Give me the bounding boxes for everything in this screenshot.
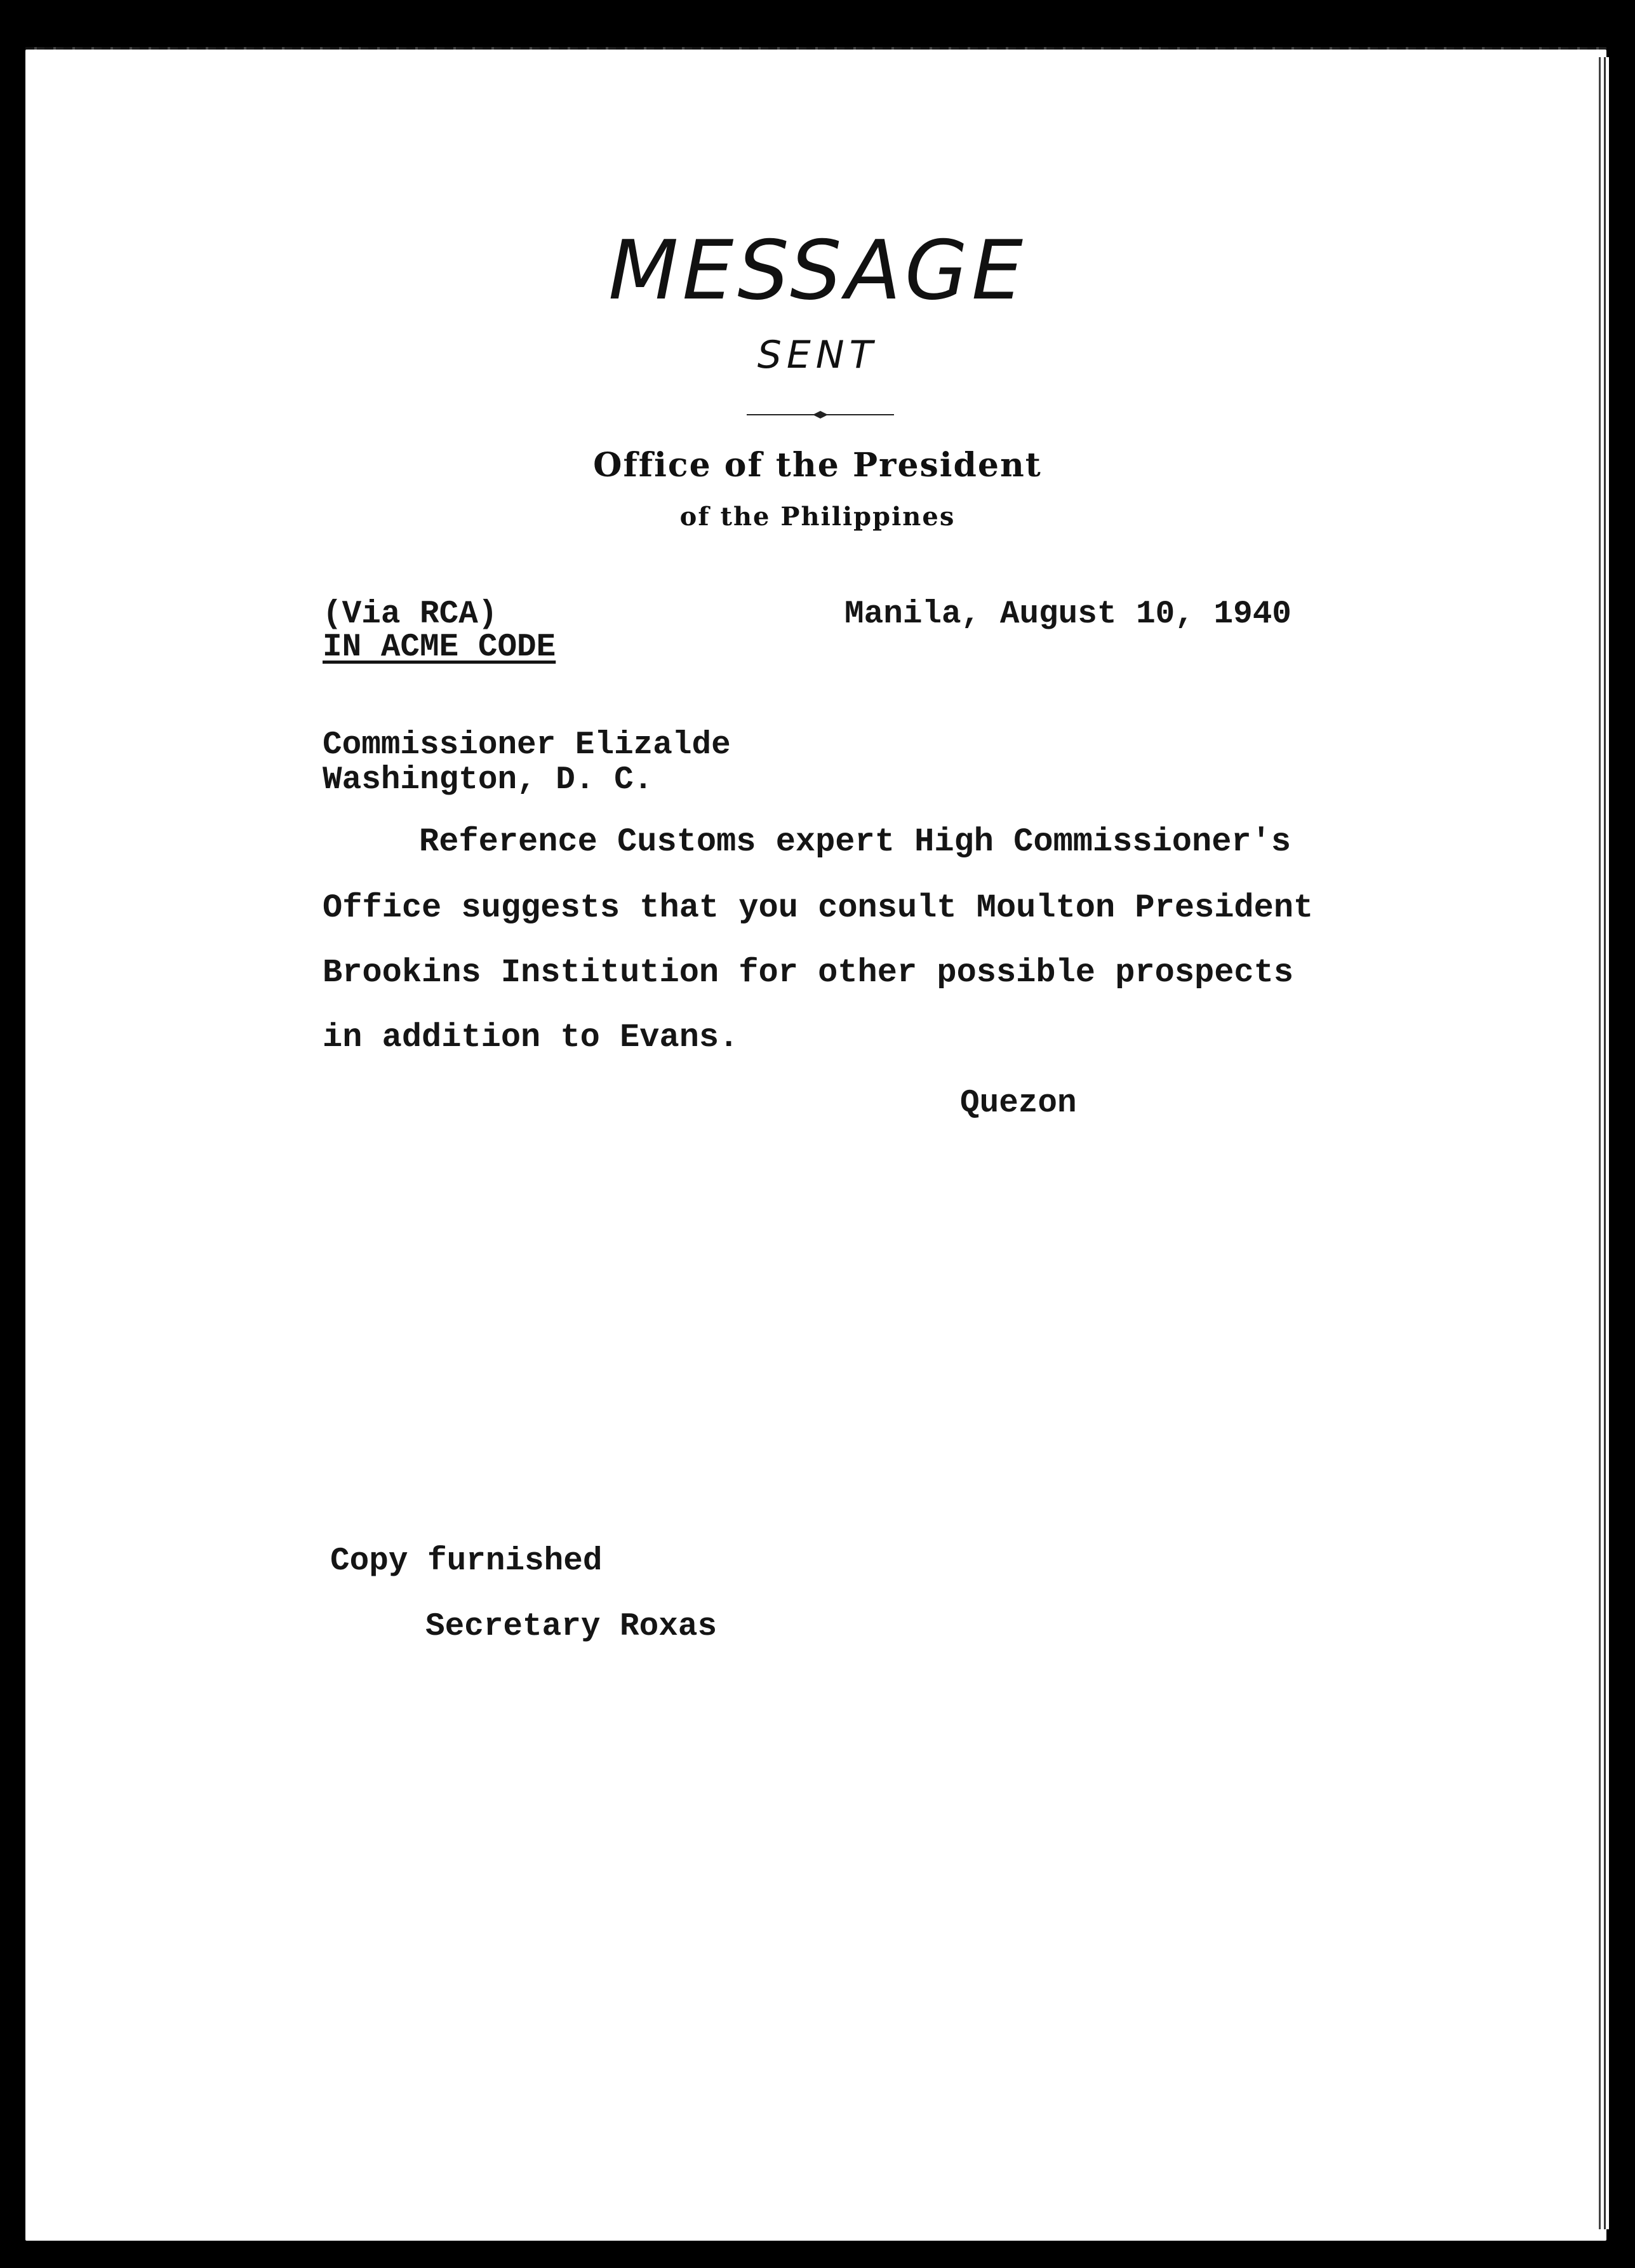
divider-ornament-icon xyxy=(747,410,894,419)
message-line-4: in addition to Evans. xyxy=(323,1019,739,1056)
office-country: of the Philippines xyxy=(679,502,956,532)
page-stack-edge xyxy=(1595,57,1609,2229)
message-line-1: Reference Customs expert High Commissioner's xyxy=(419,823,1291,861)
message-title: MESSAGE xyxy=(608,224,1027,318)
code-line: IN ACME CODE xyxy=(323,629,556,666)
date-line: Manila, August 10, 1940 xyxy=(844,596,1291,633)
copy-recipient: Secretary Roxas xyxy=(425,1609,717,1645)
via-line: (Via RCA) xyxy=(323,596,498,633)
message-line-2: Office suggests that you consult Moulton President xyxy=(323,889,1314,927)
message-subtitle: SENT xyxy=(757,333,878,377)
addressee-location: Washington, D. C. xyxy=(323,762,653,798)
document-page xyxy=(25,50,1606,2241)
signature: Quezon xyxy=(960,1085,1077,1122)
copy-label: Copy furnished xyxy=(330,1543,603,1580)
addressee-name: Commissioner Elizalde xyxy=(323,727,731,763)
office-name: Office of the President xyxy=(593,446,1042,485)
message-line-3: Brookins Institution for other possible prospects xyxy=(323,954,1294,991)
